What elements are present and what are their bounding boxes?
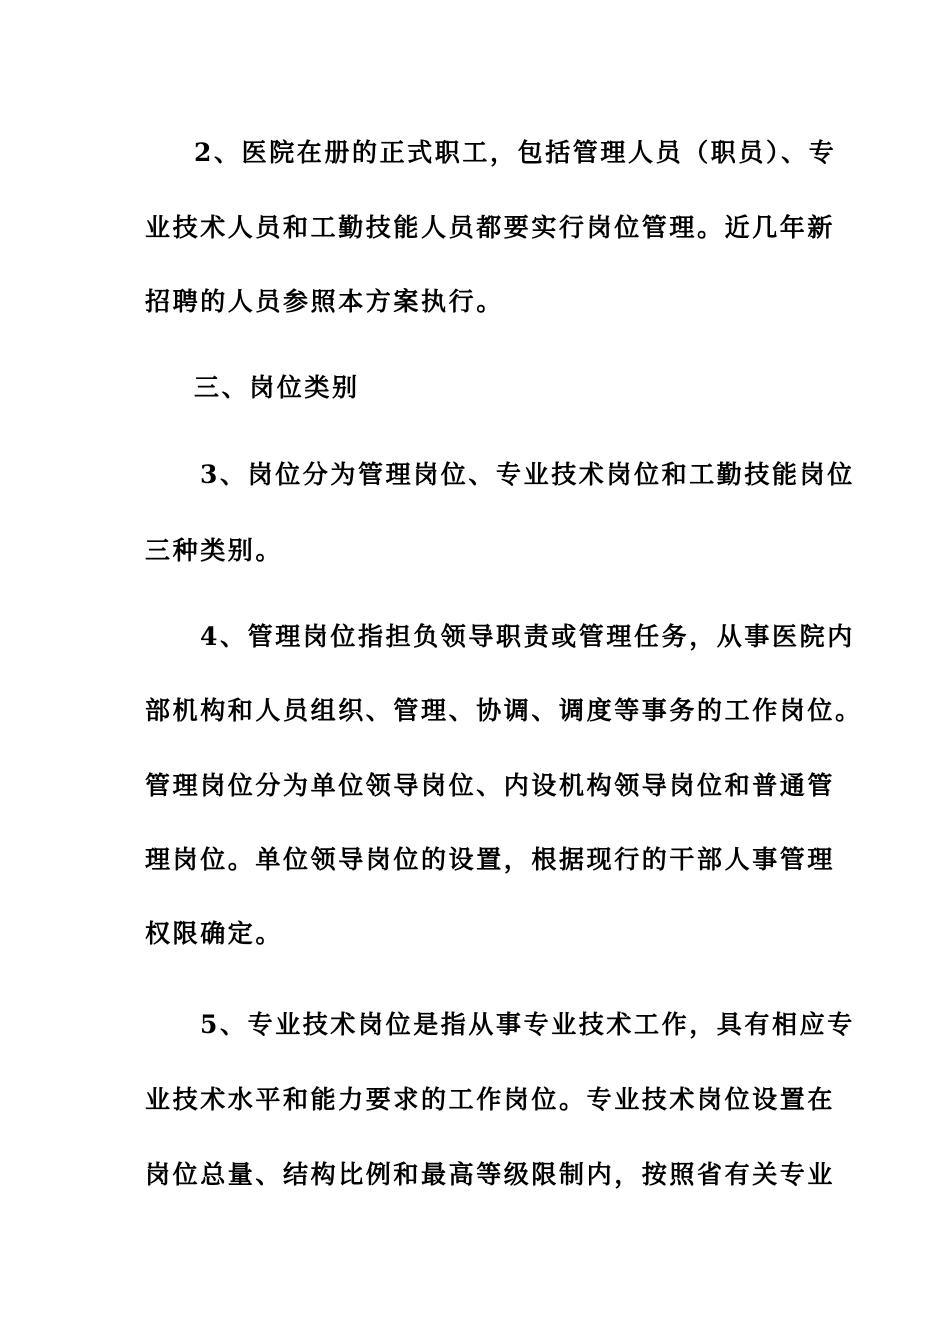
paragraph-line: 业技术人员和工勤技能人员都要实行岗位管理。近几年新 <box>145 213 836 242</box>
paragraph-line: 管理岗位分为单位领导岗位、内设机构领导岗位和普通管 <box>145 771 836 800</box>
paragraph-line: 部机构和人员组织、管理、协调、调度等事务的工作岗位。 <box>145 696 863 725</box>
paragraph-line: 权限确定。 <box>145 919 284 948</box>
paragraph-line: 2、医院在册的正式职工，包括管理人员（职员）、专 <box>194 138 837 167</box>
paragraph-line: 岗位总量、结构比例和最高等级限制内，按照省有关专业 <box>145 1160 836 1189</box>
paragraph-line: 5、专业技术岗位是指从事专业技术工作，具有相应专 <box>200 1010 855 1039</box>
paragraph-line: 4、管理岗位指担负领导职责或管理任务，从事医院内 <box>200 622 855 651</box>
paragraph-line: 三种类别。 <box>145 536 284 565</box>
paragraph-line: 理岗位。单位领导岗位的设置，根据现行的干部人事管理 <box>145 845 836 874</box>
section-heading: 三、岗位类别 <box>194 373 360 402</box>
paragraph-line: 招聘的人员参照本方案执行。 <box>145 287 504 316</box>
paragraph-line: 业技术水平和能力要求的工作岗位。专业技术岗位设置在 <box>145 1085 836 1114</box>
paragraph-line: 3、岗位分为管理岗位、专业技术岗位和工勤技能岗位 <box>200 460 855 489</box>
